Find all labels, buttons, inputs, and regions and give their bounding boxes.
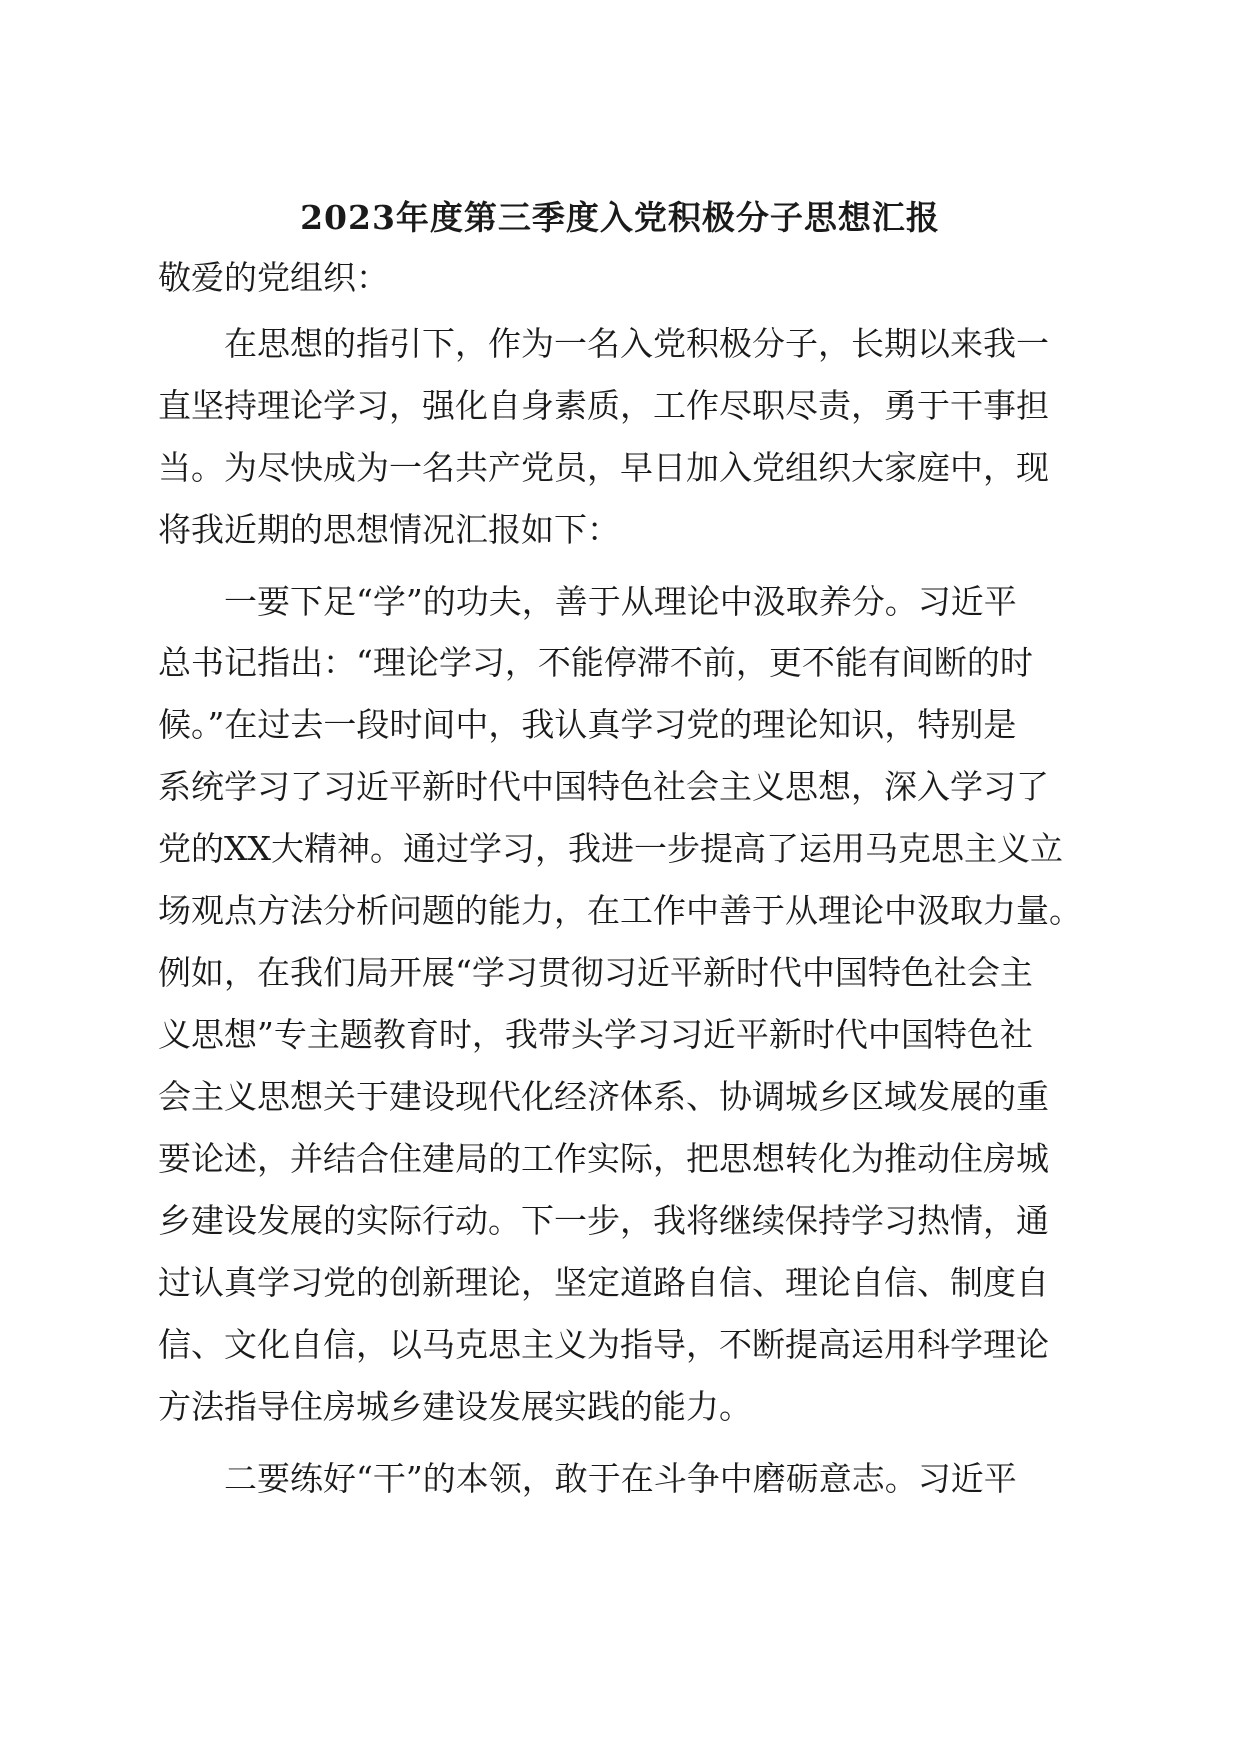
body-line: 过认真学习党的创新理论，坚定道路自信、理论自信、制度自: [158, 1263, 1049, 1302]
body-line: 直坚持理论学习，强化自身素质，工作尽职尽责，勇于干事担: [158, 386, 1049, 425]
salutation: 敬爱的党组织：: [158, 258, 389, 297]
body-line: 在思想的指引下，作为一名入党积极分子，长期以来我一: [158, 324, 1049, 363]
body-line: 一要下足“学”的功夫，善于从理论中汲取养分。习近平: [158, 582, 1017, 621]
body-line: 乡建设发展的实际行动。下一步，我将继续保持学习热情，通: [158, 1201, 1049, 1240]
body-line: 要论述，并结合住建局的工作实际，把思想转化为推动住房城: [158, 1139, 1049, 1178]
body-line: 会主义思想关于建设现代化经济体系、协调城乡区域发展的重: [158, 1077, 1049, 1116]
body-line: 候。”在过去一段时间中，我认真学习党的理论知识，特别是: [158, 705, 1017, 744]
body-line: 信、文化自信，以马克思主义为指导，不断提高运用科学理论: [158, 1325, 1049, 1364]
body-line: 当。为尽快成为一名共产党员，早日加入党组织大家庭中，现: [158, 448, 1049, 487]
body-line: 二要练好“干”的本领，敢于在斗争中磨砺意志。习近平: [158, 1459, 1017, 1498]
body-line: 党的XX大精神。通过学习，我进一步提高了运用马克思主义立: [158, 829, 1063, 868]
body-line: 总书记指出：“理论学习，不能停滞不前，更不能有间断的时: [158, 643, 1033, 682]
body-line: 例如，在我们局开展“学习贯彻习近平新时代中国特色社会主: [158, 953, 1033, 992]
body-line: 方法指导住房城乡建设发展实践的能力。: [158, 1387, 752, 1426]
body-line: 义思想”专主题教育时，我带头学习习近平新时代中国特色社: [158, 1015, 1033, 1054]
document-title: 2023年度第三季度入党积极分子思想汇报: [300, 198, 940, 237]
body-line: 系统学习了习近平新时代中国特色社会主义思想，深入学习了: [158, 767, 1049, 806]
body-line: 场观点方法分析问题的能力，在工作中善于从理论中汲取力量。: [158, 891, 1082, 930]
body-line: 将我近期的思想情况汇报如下：: [158, 510, 620, 549]
